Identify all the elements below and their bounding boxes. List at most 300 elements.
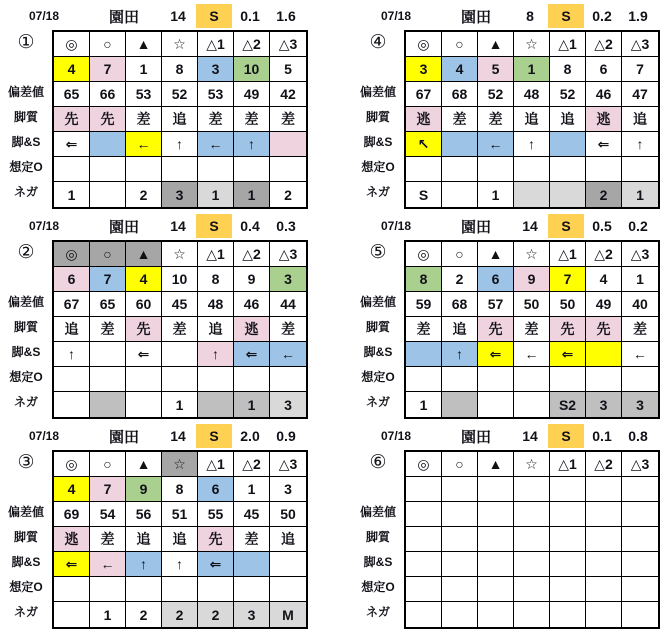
soutei-o-cell[interactable] xyxy=(586,157,622,182)
kyakushitsu-cell[interactable]: 先 xyxy=(126,317,162,342)
hensachi-cell[interactable]: 55 xyxy=(198,502,234,527)
nega-cell[interactable] xyxy=(442,182,478,207)
symbol-cell[interactable]: ○ xyxy=(90,242,126,267)
kyaku-s-cell[interactable] xyxy=(586,342,622,367)
number-cell[interactable]: 4 xyxy=(126,267,162,292)
symbol-cell[interactable]: △2 xyxy=(586,242,622,267)
nega-cell[interactable]: 1 xyxy=(90,602,126,627)
nega-cell[interactable]: 1 xyxy=(622,182,658,207)
hensachi-cell[interactable]: 56 xyxy=(126,502,162,527)
kyakushitsu-cell[interactable]: 差 xyxy=(622,317,658,342)
kyakushitsu-cell[interactable]: 差 xyxy=(126,107,162,132)
nega-cell[interactable]: 1 xyxy=(54,182,90,207)
kyakushitsu-cell[interactable]: 差 xyxy=(90,527,126,552)
hensachi-cell[interactable]: 45 xyxy=(162,292,198,317)
number-cell[interactable] xyxy=(514,477,550,502)
kyakushitsu-cell[interactable] xyxy=(514,527,550,552)
kyakushitsu-cell[interactable]: 追 xyxy=(514,107,550,132)
soutei-o-cell[interactable] xyxy=(54,367,90,392)
kyakushitsu-cell[interactable]: 差 xyxy=(478,107,514,132)
soutei-o-cell[interactable] xyxy=(234,577,270,602)
soutei-o-cell[interactable] xyxy=(622,367,658,392)
nega-cell[interactable]: 1 xyxy=(198,182,234,207)
kyaku-s-cell[interactable]: ↑ xyxy=(126,552,162,577)
number-cell[interactable]: 7 xyxy=(90,267,126,292)
row-label-kyakushitsu: 脚質 xyxy=(365,320,390,334)
hensachi-cell[interactable]: 65 xyxy=(90,292,126,317)
number-cell[interactable]: 9 xyxy=(514,267,550,292)
soutei-o-cell[interactable] xyxy=(162,577,198,602)
kyaku-s-cell[interactable]: ⇐ xyxy=(478,342,514,367)
symbol-cell[interactable]: △3 xyxy=(270,242,306,267)
nega-cell[interactable] xyxy=(90,182,126,207)
symbol-cell[interactable]: △2 xyxy=(234,452,270,477)
hensachi-cell[interactable]: 59 xyxy=(406,292,442,317)
symbol-cell[interactable]: △2 xyxy=(234,32,270,57)
hensachi-cell[interactable]: 52 xyxy=(162,82,198,107)
hensachi-cell[interactable]: 52 xyxy=(478,82,514,107)
kyakushitsu-cell[interactable]: 追 xyxy=(126,527,162,552)
symbol-cell[interactable]: △2 xyxy=(586,452,622,477)
symbol-cell[interactable]: △1 xyxy=(198,452,234,477)
hensachi-cell[interactable]: 68 xyxy=(442,82,478,107)
number-cell[interactable]: 7 xyxy=(90,57,126,82)
kyaku-s-cell[interactable] xyxy=(90,342,126,367)
soutei-o-cell[interactable] xyxy=(90,367,126,392)
kyaku-s-cell[interactable]: ⇐ xyxy=(198,552,234,577)
soutei-o-cell[interactable] xyxy=(198,157,234,182)
symbol-cell[interactable]: ☆ xyxy=(162,242,198,267)
hensachi-cell[interactable]: 67 xyxy=(54,292,90,317)
hensachi-cell[interactable] xyxy=(586,502,622,527)
soutei-o-cell[interactable] xyxy=(90,157,126,182)
kyaku-s-cell[interactable] xyxy=(478,552,514,577)
hensachi-cell[interactable]: 52 xyxy=(550,82,586,107)
kyakushitsu-cell[interactable]: 追 xyxy=(442,317,478,342)
hensachi-cell[interactable] xyxy=(622,502,658,527)
soutei-o-cell[interactable] xyxy=(406,157,442,182)
number-cell[interactable]: 3 xyxy=(406,57,442,82)
kyakushitsu-cell[interactable]: 追 xyxy=(198,317,234,342)
nega-cell[interactable]: 2 xyxy=(586,182,622,207)
soutei-o-cell[interactable] xyxy=(622,577,658,602)
kyaku-s-cell[interactable] xyxy=(622,552,658,577)
kyakushitsu-cell[interactable] xyxy=(406,527,442,552)
symbol-cell[interactable]: △3 xyxy=(622,452,658,477)
kyakushitsu-cell[interactable] xyxy=(586,527,622,552)
kyakushitsu-cell[interactable]: 差 xyxy=(406,317,442,342)
kyaku-s-cell[interactable]: ← xyxy=(622,342,658,367)
number-cell[interactable]: 8 xyxy=(162,477,198,502)
number-cell[interactable] xyxy=(550,477,586,502)
soutei-o-cell[interactable] xyxy=(442,577,478,602)
hensachi-cell[interactable]: 60 xyxy=(126,292,162,317)
number-cell[interactable] xyxy=(442,477,478,502)
number-cell[interactable]: 6 xyxy=(198,477,234,502)
kyakushitsu-cell[interactable]: 差 xyxy=(270,107,306,132)
kyaku-s-cell[interactable]: ← xyxy=(514,342,550,367)
race-block-2 xyxy=(0,212,308,419)
nega-cell[interactable]: 2 xyxy=(126,182,162,207)
soutei-o-cell[interactable] xyxy=(162,157,198,182)
number-cell[interactable]: 1 xyxy=(234,477,270,502)
nega-cell[interactable] xyxy=(622,602,658,627)
hensachi-cell[interactable] xyxy=(478,502,514,527)
number-cell[interactable]: 8 xyxy=(198,267,234,292)
nega-cell[interactable]: 3 xyxy=(586,392,622,417)
kyaku-s-cell[interactable]: ↑ xyxy=(442,342,478,367)
number-cell[interactable]: 5 xyxy=(478,57,514,82)
nega-cell[interactable]: 2 xyxy=(270,182,306,207)
number-cell[interactable] xyxy=(586,477,622,502)
number-cell[interactable]: 5 xyxy=(270,57,306,82)
nega-cell[interactable]: 3 xyxy=(622,392,658,417)
kyakushitsu-cell[interactable]: 先 xyxy=(90,107,126,132)
kyaku-s-cell[interactable] xyxy=(406,552,442,577)
hensachi-cell[interactable]: 50 xyxy=(270,502,306,527)
symbol-cell[interactable]: ☆ xyxy=(162,452,198,477)
hensachi-cell[interactable]: 49 xyxy=(586,292,622,317)
race-block-6 xyxy=(352,422,660,629)
soutei-o-cell[interactable] xyxy=(270,367,306,392)
hensachi-cell[interactable]: 65 xyxy=(54,82,90,107)
nega-cell[interactable] xyxy=(54,392,90,417)
hensachi-cell[interactable]: 69 xyxy=(54,502,90,527)
kyaku-s-cell[interactable] xyxy=(162,342,198,367)
nega-cell[interactable] xyxy=(90,392,126,417)
kyaku-s-cell[interactable]: ↑ xyxy=(234,132,270,157)
number-cell[interactable] xyxy=(478,477,514,502)
kyaku-s-cell[interactable]: ← xyxy=(270,342,306,367)
soutei-o-cell[interactable] xyxy=(126,157,162,182)
soutei-o-cell[interactable] xyxy=(162,367,198,392)
soutei-o-cell[interactable] xyxy=(514,577,550,602)
soutei-o-cell[interactable] xyxy=(234,367,270,392)
nega-cell[interactable] xyxy=(514,182,550,207)
kyaku-s-cell[interactable]: ⇐ xyxy=(126,342,162,367)
soutei-o-cell[interactable] xyxy=(234,157,270,182)
kyaku-s-cell[interactable] xyxy=(442,552,478,577)
nega-cell[interactable]: 1 xyxy=(234,392,270,417)
hensachi-cell[interactable]: 47 xyxy=(622,82,658,107)
kyaku-s-cell[interactable]: ⇐ xyxy=(586,132,622,157)
symbol-cell[interactable]: ◎ xyxy=(54,32,90,57)
soutei-o-cell[interactable] xyxy=(478,157,514,182)
kyakushitsu-cell[interactable]: 逃 xyxy=(586,107,622,132)
number-cell[interactable]: 4 xyxy=(586,267,622,292)
soutei-o-cell[interactable] xyxy=(514,157,550,182)
number-cell[interactable]: 8 xyxy=(550,57,586,82)
kyaku-s-cell[interactable]: ⇐ xyxy=(54,132,90,157)
kyakushitsu-cell[interactable]: 差 xyxy=(234,527,270,552)
nega-cell[interactable]: 2 xyxy=(162,602,198,627)
number-cell[interactable]: 3 xyxy=(198,57,234,82)
hensachi-cell[interactable]: 46 xyxy=(586,82,622,107)
number-cell[interactable]: 10 xyxy=(162,267,198,292)
kyaku-s-cell[interactable] xyxy=(586,552,622,577)
header-value-1: 0.5 xyxy=(592,218,612,234)
soutei-o-cell[interactable] xyxy=(550,157,586,182)
kyaku-s-cell[interactable] xyxy=(90,132,126,157)
number-cell[interactable]: 6 xyxy=(54,267,90,292)
hensachi-cell[interactable]: 44 xyxy=(270,292,306,317)
hensachi-cell[interactable]: 50 xyxy=(514,292,550,317)
symbol-cell[interactable]: △3 xyxy=(622,242,658,267)
kyakushitsu-cell[interactable]: 追 xyxy=(162,527,198,552)
nega-cell[interactable] xyxy=(126,392,162,417)
soutei-o-cell[interactable] xyxy=(406,577,442,602)
nega-cell[interactable] xyxy=(54,602,90,627)
row-label-kyakushitsu: 脚質 xyxy=(365,110,390,124)
hensachi-cell[interactable]: 45 xyxy=(234,502,270,527)
symbol-cell[interactable]: ◎ xyxy=(54,452,90,477)
number-cell[interactable] xyxy=(622,477,658,502)
kyaku-s-cell[interactable]: ↖ xyxy=(406,132,442,157)
soutei-o-cell[interactable] xyxy=(406,367,442,392)
symbol-cell[interactable]: △1 xyxy=(550,452,586,477)
hensachi-cell[interactable]: 53 xyxy=(126,82,162,107)
nega-cell[interactable] xyxy=(478,602,514,627)
nega-cell[interactable] xyxy=(514,602,550,627)
kyaku-s-cell[interactable] xyxy=(270,132,306,157)
kyakushitsu-cell[interactable] xyxy=(442,527,478,552)
header-value-1: 0.1 xyxy=(240,8,260,24)
hensachi-cell[interactable]: 53 xyxy=(198,82,234,107)
number-cell[interactable] xyxy=(406,477,442,502)
kyaku-s-cell[interactable] xyxy=(406,342,442,367)
kyaku-s-cell[interactable]: ↑ xyxy=(622,132,658,157)
kyakushitsu-cell[interactable]: 追 xyxy=(550,107,586,132)
symbol-cell[interactable]: ○ xyxy=(90,32,126,57)
nega-cell[interactable]: 2 xyxy=(198,602,234,627)
symbol-cell[interactable]: ▲ xyxy=(126,32,162,57)
symbol-cell[interactable]: ◎ xyxy=(406,452,442,477)
nega-cell[interactable]: 3 xyxy=(234,602,270,627)
kyakushitsu-cell[interactable]: 差 xyxy=(90,317,126,342)
symbol-cell[interactable]: △1 xyxy=(198,242,234,267)
kyaku-s-cell[interactable]: ← xyxy=(126,132,162,157)
number-cell[interactable]: 10 xyxy=(234,57,270,82)
nega-cell[interactable]: 1 xyxy=(406,392,442,417)
kyakushitsu-cell[interactable]: 差 xyxy=(270,317,306,342)
kyaku-s-cell[interactable]: ↑ xyxy=(162,132,198,157)
kyaku-s-cell[interactable]: ⇐ xyxy=(550,342,586,367)
symbol-cell[interactable]: ○ xyxy=(442,452,478,477)
symbol-cell[interactable]: ○ xyxy=(442,242,478,267)
kyakushitsu-cell[interactable]: 差 xyxy=(514,317,550,342)
nega-cell[interactable] xyxy=(550,182,586,207)
kyakushitsu-cell[interactable]: 逃 xyxy=(406,107,442,132)
kyakushitsu-cell[interactable]: 差 xyxy=(234,107,270,132)
kyaku-s-cell[interactable]: ↑ xyxy=(54,342,90,367)
soutei-o-cell[interactable] xyxy=(90,577,126,602)
symbol-cell[interactable]: △2 xyxy=(586,32,622,57)
soutei-o-cell[interactable] xyxy=(54,577,90,602)
kyaku-s-cell[interactable]: ↑ xyxy=(162,552,198,577)
kyakushitsu-cell[interactable]: 追 xyxy=(622,107,658,132)
hensachi-cell[interactable] xyxy=(550,502,586,527)
number-cell[interactable]: 3 xyxy=(270,477,306,502)
nega-cell[interactable]: 3 xyxy=(270,392,306,417)
hensachi-cell[interactable]: 48 xyxy=(198,292,234,317)
soutei-o-cell[interactable] xyxy=(442,367,478,392)
soutei-o-cell[interactable] xyxy=(198,577,234,602)
nega-cell[interactable] xyxy=(442,392,478,417)
kyaku-s-cell[interactable] xyxy=(550,132,586,157)
soutei-o-cell[interactable] xyxy=(586,577,622,602)
symbol-cell[interactable]: ▲ xyxy=(478,242,514,267)
symbol-cell[interactable]: ▲ xyxy=(126,452,162,477)
kyaku-s-cell[interactable]: ⇐ xyxy=(54,552,90,577)
symbol-cell[interactable]: ☆ xyxy=(514,242,550,267)
symbol-cell[interactable]: △3 xyxy=(622,32,658,57)
symbol-cell[interactable]: △1 xyxy=(550,32,586,57)
kyakushitsu-cell[interactable]: 先 xyxy=(54,107,90,132)
symbol-cell[interactable]: ☆ xyxy=(514,452,550,477)
symbol-cell[interactable]: ◎ xyxy=(406,32,442,57)
number-cell[interactable]: 1 xyxy=(514,57,550,82)
kyaku-s-cell[interactable] xyxy=(234,552,270,577)
hensachi-cell[interactable]: 46 xyxy=(234,292,270,317)
number-cell[interactable]: 4 xyxy=(54,477,90,502)
kyakushitsu-cell[interactable] xyxy=(478,527,514,552)
kyaku-s-cell[interactable] xyxy=(550,552,586,577)
nega-cell[interactable]: 2 xyxy=(126,602,162,627)
symbol-cell[interactable]: △2 xyxy=(234,242,270,267)
symbol-cell[interactable]: ○ xyxy=(442,32,478,57)
nega-cell[interactable] xyxy=(586,602,622,627)
nega-cell[interactable]: 3 xyxy=(162,182,198,207)
kyaku-s-cell[interactable]: ↑ xyxy=(198,342,234,367)
soutei-o-cell[interactable] xyxy=(126,367,162,392)
hensachi-cell[interactable]: 40 xyxy=(622,292,658,317)
kyaku-s-cell[interactable]: ⇐ xyxy=(234,342,270,367)
soutei-o-cell[interactable] xyxy=(270,157,306,182)
nega-cell[interactable] xyxy=(198,392,234,417)
symbol-cell[interactable]: ▲ xyxy=(478,452,514,477)
symbol-cell[interactable]: ○ xyxy=(90,452,126,477)
nega-cell[interactable] xyxy=(406,602,442,627)
hensachi-cell[interactable] xyxy=(406,502,442,527)
symbol-cell[interactable]: ▲ xyxy=(478,32,514,57)
hensachi-cell[interactable]: 68 xyxy=(442,292,478,317)
kyakushitsu-cell[interactable]: 先 xyxy=(198,527,234,552)
number-cell[interactable]: 3 xyxy=(270,267,306,292)
nega-cell[interactable]: 1 xyxy=(478,182,514,207)
number-cell[interactable]: 6 xyxy=(586,57,622,82)
soutei-o-cell[interactable] xyxy=(442,157,478,182)
hensachi-cell[interactable]: 48 xyxy=(514,82,550,107)
kyakushitsu-cell[interactable]: 差 xyxy=(162,317,198,342)
kyakushitsu-cell[interactable]: 先 xyxy=(550,317,586,342)
nega-cell[interactable] xyxy=(478,392,514,417)
kyakushitsu-cell[interactable] xyxy=(550,527,586,552)
nega-cell[interactable] xyxy=(550,602,586,627)
number-cell[interactable]: 4 xyxy=(54,57,90,82)
number-cell[interactable]: 8 xyxy=(162,57,198,82)
kyaku-s-cell[interactable]: ↑ xyxy=(514,132,550,157)
symbol-cell[interactable]: △1 xyxy=(550,242,586,267)
soutei-o-cell[interactable] xyxy=(478,367,514,392)
number-cell[interactable]: 7 xyxy=(622,57,658,82)
kyakushitsu-cell[interactable]: 差 xyxy=(198,107,234,132)
soutei-o-cell[interactable] xyxy=(550,367,586,392)
hensachi-cell[interactable]: 54 xyxy=(90,502,126,527)
kyakushitsu-cell[interactable]: 先 xyxy=(478,317,514,342)
soutei-o-cell[interactable] xyxy=(54,157,90,182)
hensachi-cell[interactable]: 42 xyxy=(270,82,306,107)
kyakushitsu-cell[interactable]: 逃 xyxy=(54,527,90,552)
hensachi-cell[interactable]: 51 xyxy=(162,502,198,527)
soutei-o-cell[interactable] xyxy=(514,367,550,392)
kyakushitsu-cell[interactable] xyxy=(622,527,658,552)
symbol-cell[interactable]: ◎ xyxy=(54,242,90,267)
kyakushitsu-cell[interactable]: 追 xyxy=(162,107,198,132)
nega-cell[interactable]: 1 xyxy=(162,392,198,417)
number-cell[interactable]: 6 xyxy=(478,267,514,292)
nega-cell[interactable] xyxy=(514,392,550,417)
kyakushitsu-cell[interactable]: 差 xyxy=(442,107,478,132)
soutei-o-cell[interactable] xyxy=(270,577,306,602)
hensachi-cell[interactable]: 67 xyxy=(406,82,442,107)
number-cell[interactable]: 9 xyxy=(234,267,270,292)
symbol-cell[interactable]: △3 xyxy=(270,32,306,57)
kyaku-s-cell[interactable] xyxy=(270,552,306,577)
kyaku-s-cell[interactable]: ← xyxy=(90,552,126,577)
kyaku-s-cell[interactable] xyxy=(442,132,478,157)
number-cell[interactable]: 4 xyxy=(442,57,478,82)
symbol-cell[interactable]: △1 xyxy=(198,32,234,57)
hensachi-cell[interactable]: 66 xyxy=(90,82,126,107)
kyaku-s-cell[interactable]: ← xyxy=(198,132,234,157)
number-cell[interactable]: 1 xyxy=(126,57,162,82)
nega-cell[interactable]: S xyxy=(406,182,442,207)
soutei-o-cell[interactable] xyxy=(586,367,622,392)
hensachi-cell[interactable]: 57 xyxy=(478,292,514,317)
number-cell[interactable]: 8 xyxy=(406,267,442,292)
number-cell[interactable]: 9 xyxy=(126,477,162,502)
symbol-cell[interactable]: ▲ xyxy=(126,242,162,267)
symbol-cell[interactable]: △3 xyxy=(270,452,306,477)
number-cell[interactable]: 1 xyxy=(622,267,658,292)
number-cell[interactable]: 7 xyxy=(550,267,586,292)
symbol-cell[interactable]: ◎ xyxy=(406,242,442,267)
number-cell[interactable]: 2 xyxy=(442,267,478,292)
number-cell[interactable]: 7 xyxy=(90,477,126,502)
hensachi-cell[interactable]: 49 xyxy=(234,82,270,107)
soutei-o-cell[interactable] xyxy=(478,577,514,602)
kyakushitsu-cell[interactable]: 追 xyxy=(270,527,306,552)
soutei-o-cell[interactable] xyxy=(622,157,658,182)
nega-cell[interactable]: 1 xyxy=(234,182,270,207)
symbol-cell[interactable]: ☆ xyxy=(162,32,198,57)
kyakushitsu-cell[interactable]: 先 xyxy=(586,317,622,342)
soutei-o-cell[interactable] xyxy=(126,577,162,602)
nega-cell[interactable]: S2 xyxy=(550,392,586,417)
nega-cell[interactable] xyxy=(442,602,478,627)
soutei-o-cell[interactable] xyxy=(550,577,586,602)
kyakushitsu-cell[interactable]: 追 xyxy=(54,317,90,342)
hensachi-cell[interactable] xyxy=(442,502,478,527)
symbol-cell[interactable]: ☆ xyxy=(514,32,550,57)
soutei-o-cell[interactable] xyxy=(198,367,234,392)
hensachi-cell[interactable]: 50 xyxy=(550,292,586,317)
kyaku-s-cell[interactable] xyxy=(514,552,550,577)
nega-cell[interactable]: M xyxy=(270,602,306,627)
hensachi-cell[interactable] xyxy=(514,502,550,527)
kyakushitsu-cell[interactable]: 逃 xyxy=(234,317,270,342)
kyaku-s-cell[interactable]: ← xyxy=(478,132,514,157)
